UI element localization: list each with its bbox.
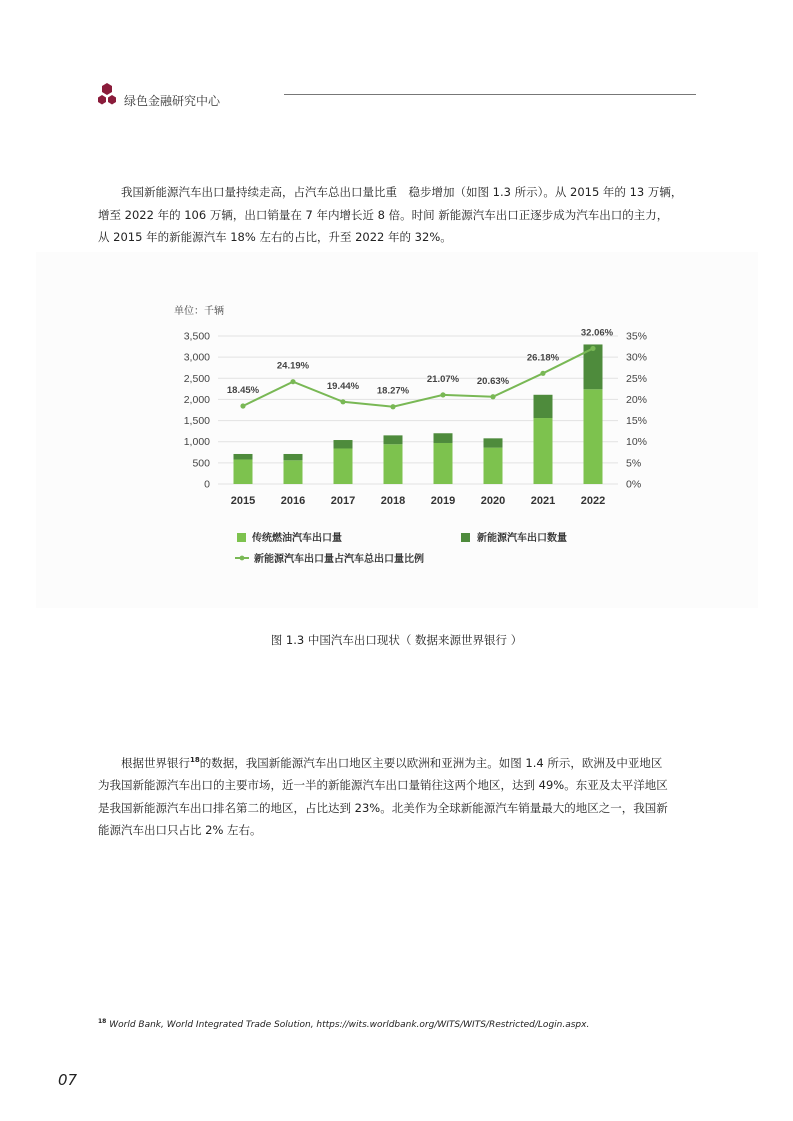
nev-share-data-label: 24.19%	[276, 360, 310, 372]
traditional-export-bar	[534, 418, 553, 484]
y-axis-left-tick-label: 500	[192, 457, 210, 470]
figure-caption: 图 1.3 中国汽车出口现状（ 数据来源世界银行 ）	[270, 633, 523, 647]
nev-export-bar	[284, 454, 303, 460]
nev-share-point	[240, 403, 245, 408]
legend-swatch-line-marker	[240, 556, 245, 561]
nev-share-data-label: 20.63%	[476, 375, 510, 387]
x-axis-tick-label: 2015	[230, 495, 256, 507]
x-axis-tick-label: 2019	[430, 495, 456, 507]
region-paragraph	[98, 749, 698, 842]
y-axis-right-tick-label: 35%	[626, 330, 648, 343]
nev-share-data-label: 21.07%	[426, 373, 460, 385]
nev-export-bar	[334, 440, 353, 448]
logo-icon	[96, 82, 118, 108]
y-axis-right-tick-label: 0%	[626, 478, 642, 491]
y-axis-right-tick-label: 15%	[626, 415, 648, 428]
chart-panel	[36, 252, 758, 608]
legend-swatch-traditional	[237, 533, 246, 542]
paragraph-line	[98, 749, 698, 774]
footnote	[98, 1018, 589, 1030]
footnote-number: 18	[98, 1018, 107, 1025]
x-axis-tick-label: 2020	[480, 495, 506, 507]
y-axis-right-tick-label: 10%	[626, 436, 648, 449]
paragraph-line: 从 2015 年的新能源汽车 18% 左右的占比，升至 2022 年的 32%。	[98, 230, 452, 244]
paragraph-line: 是我国新能源汽车出口排名第二的地区，占比达到 23%。北美作为全球新能源汽车销量最大的地区之一，我国新	[98, 800, 668, 815]
footnote-text: World Bank, World Integrated Trade Solution, https://wits.worldbank.org/WITS/WITS/Restricted/Login.aspx.	[109, 1020, 590, 1030]
x-axis-tick-label: 2021	[530, 495, 556, 507]
traditional-export-bar	[434, 443, 453, 484]
footnote-reference[interactable]: 18	[190, 756, 200, 764]
y-axis-left-tick-label: 3,500	[183, 330, 210, 343]
legend-label-nev: 新能源汽车出口数量	[477, 533, 567, 544]
y-axis-left-tick-label: 1,000	[183, 436, 210, 449]
paragraph-line: 我国新能源汽车出口量持续走高，占汽车总出口量比重 稳步增加（如图 1.3 所示）。从 2015 年的 13 万辆，	[121, 185, 683, 199]
paragraph-text: 的数据，我国新能源汽车出口地区主要以欧洲和亚洲为主。如图 1.4 所示，欧洲及中亚地区	[199, 755, 663, 770]
x-axis-tick-label: 2022	[580, 495, 606, 507]
nev-export-bar	[234, 454, 253, 459]
nev-share-point	[490, 394, 495, 399]
traditional-export-bar	[384, 444, 403, 484]
nev-share-point	[540, 371, 545, 376]
nev-share-data-label: 26.18%	[526, 352, 560, 364]
y-axis-right-tick-label: 25%	[626, 372, 648, 385]
traditional-export-bar	[234, 459, 253, 484]
traditional-export-bar	[334, 448, 353, 484]
traditional-export-bar	[284, 460, 303, 484]
nev-share-point	[440, 392, 445, 397]
y-axis-right-tick-label: 30%	[626, 351, 648, 364]
nev-export-bar	[434, 433, 453, 443]
page-number: 07	[58, 1071, 78, 1089]
paragraph-line: 能源汽车出口只占比 2% 左右。	[98, 823, 262, 838]
nev-share-data-label: 19.44%	[326, 380, 360, 392]
y-axis-left-tick-label: 2,500	[183, 372, 210, 385]
nev-share-point	[390, 404, 395, 409]
paragraph-line: 为我国新能源汽车出口的主要市场，近一半的新能源汽车出口量销往这两个地区，达到 49%。东亚及太平洋地区	[98, 778, 668, 793]
x-axis-tick-label: 2017	[330, 495, 356, 507]
traditional-export-bar	[484, 448, 503, 484]
paragraph-text: 根据世界银行	[121, 755, 190, 770]
legend-label-share: 新能源汽车出口量占汽车总出口量比例	[254, 554, 424, 565]
y-axis-right-tick-label: 20%	[626, 393, 648, 406]
header-divider	[284, 94, 696, 95]
legend-swatch-nev	[461, 533, 470, 542]
traditional-export-bar	[584, 389, 603, 484]
nev-share-point	[340, 399, 345, 404]
unit-label: 单位：千辆	[174, 306, 224, 317]
y-axis-left-tick-label: 1,500	[183, 415, 210, 428]
y-axis-left-tick-label: 3,000	[183, 351, 210, 364]
y-axis-left-tick-label: 0	[204, 478, 210, 491]
x-axis-tick-label: 2016	[280, 495, 306, 507]
nev-share-data-label: 18.27%	[376, 385, 410, 397]
intro-paragraph	[98, 181, 698, 249]
nev-share-data-label: 18.45%	[226, 384, 260, 396]
nev-share-data-label: 32.06%	[580, 327, 614, 339]
nev-share-point	[290, 379, 295, 384]
nev-share-point	[590, 346, 595, 351]
y-axis-right-tick-label: 5%	[626, 457, 642, 470]
export-chart	[36, 252, 758, 608]
organization-name: 绿色金融研究中心	[124, 94, 221, 108]
nev-export-bar	[384, 435, 403, 444]
legend-label-traditional: 传统燃油汽车出口量	[252, 533, 342, 544]
nev-export-bar	[534, 395, 553, 418]
x-axis-tick-label: 2018	[380, 495, 406, 507]
y-axis-left-tick-label: 2,000	[183, 393, 210, 406]
paragraph-line: 增至 2022 年的 106 万辆，出口销量在 7 年内增长近 8 倍。时间 新能源汽车出口正逐步成为汽车出口的主力，	[98, 207, 669, 222]
nev-export-bar	[484, 438, 503, 447]
